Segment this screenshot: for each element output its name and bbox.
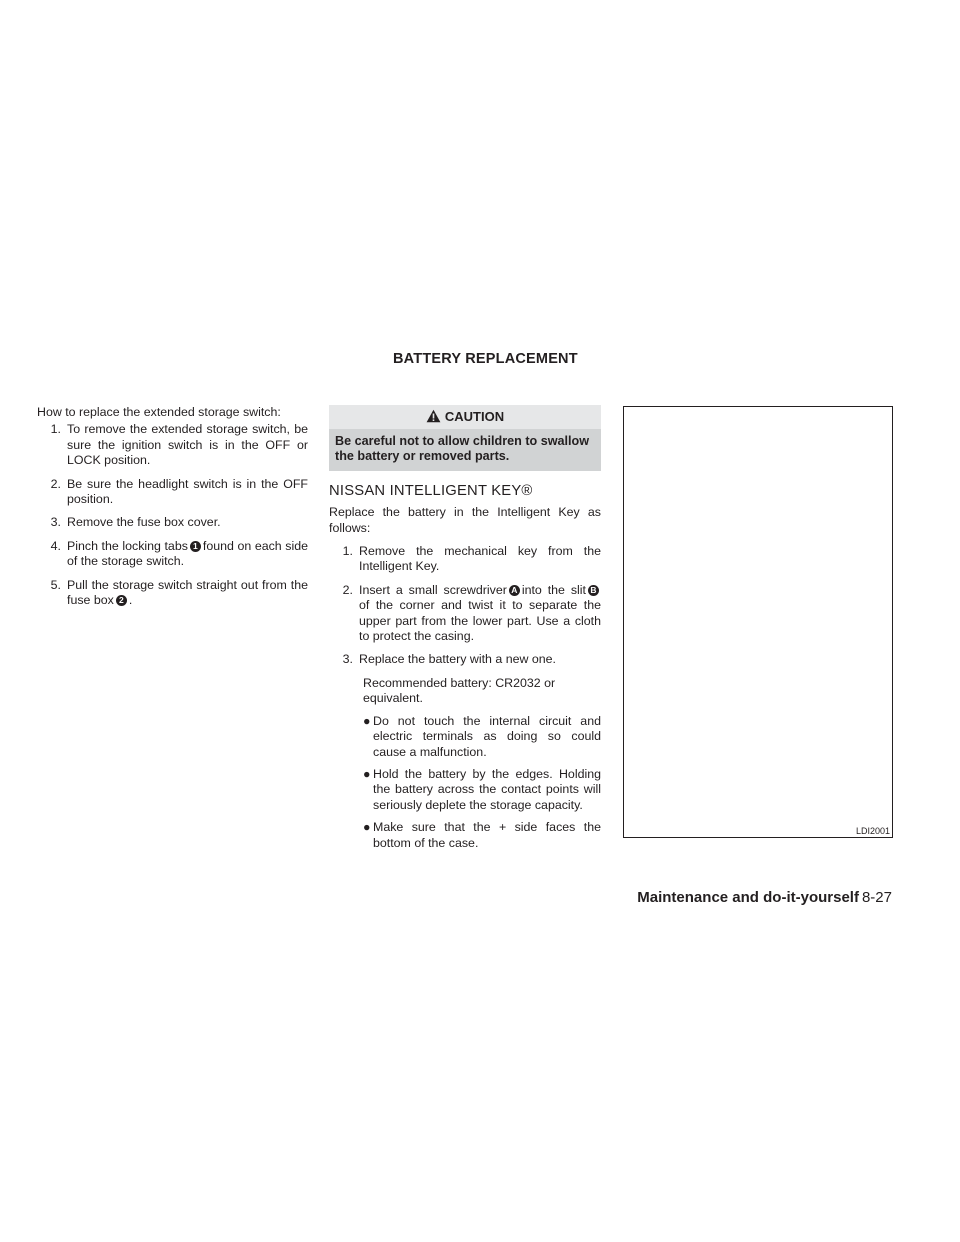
- step-text: Replace the battery with a new one.: [359, 652, 556, 667]
- step-number: 1.: [342, 544, 353, 559]
- step-text: [359, 583, 601, 645]
- storage-switch-steps: [37, 422, 308, 608]
- list-item: [329, 714, 601, 760]
- bullet-icon: ●: [363, 713, 371, 728]
- storage-switch-intro: How to replace the extended storage switch:: [37, 405, 281, 419]
- bullet-icon: ●: [363, 820, 371, 835]
- step-text-pre: Pinch the locking tabs: [67, 538, 188, 553]
- step-number: 4.: [50, 538, 61, 553]
- list-item: [329, 820, 601, 851]
- step-text: Be sure the headlight switch is in the OFF position.: [67, 476, 308, 507]
- list-item: [329, 583, 601, 645]
- step-number: 3.: [342, 652, 353, 667]
- step-text: [67, 539, 308, 570]
- list-item: [37, 515, 308, 530]
- list-item: [37, 578, 308, 609]
- caution-header: [329, 405, 601, 429]
- callout-2-icon: 2: [116, 595, 127, 606]
- step-number: 5.: [50, 577, 61, 592]
- step-text-post: .: [128, 593, 133, 608]
- step-text: Remove the fuse box cover.: [67, 515, 221, 530]
- step-text: To remove the extended storage switch, be sure the ignition switch is in the OFF or LOCK position.: [67, 422, 308, 468]
- step-text: [67, 578, 308, 609]
- illustration-frame: [623, 406, 893, 838]
- middle-column: [329, 405, 601, 851]
- list-item: [329, 652, 601, 667]
- step-number: 2.: [50, 476, 61, 491]
- figure-code: LDI2001: [855, 826, 890, 836]
- bullet-text: Hold the battery by the edges. Holding the battery across the contact points will seriously deplete the storage capacity.: [373, 766, 601, 812]
- intelligent-key-intro: Replace the battery in the Intelligent Key as follows:: [329, 505, 601, 535]
- step-text-mid: into the slit: [521, 582, 586, 597]
- bullet-text: Make sure that the + side faces the bottom of the case.: [373, 820, 601, 850]
- footer-section: Maintenance and do-it-yourself: [637, 889, 859, 906]
- step-text-post: found on each side of the storage switch.: [67, 538, 308, 569]
- step-text: Remove the mechanical key from the Intelligent Key.: [359, 544, 601, 574]
- list-item: [37, 422, 308, 468]
- callout-b-icon: B: [588, 585, 599, 596]
- bullet-icon: ●: [363, 766, 371, 781]
- step-number: 1.: [50, 422, 61, 437]
- callout-1-icon: 1: [190, 541, 201, 552]
- intelligent-key-steps: [329, 544, 601, 668]
- step-number: 3.: [50, 515, 61, 530]
- recommended-battery: Recommended battery: CR2032 or equivalent.: [363, 675, 556, 706]
- step-text-pre: Insert a small screwdriver: [359, 582, 507, 597]
- warning-icon: [426, 409, 441, 426]
- caution-text: Be careful not to allow children to swallow the battery or removed parts.: [335, 434, 590, 464]
- left-column: [37, 405, 308, 608]
- bullet-text: Do not touch the internal circuit and electric terminals as doing so could cause a malfunction.: [373, 713, 601, 759]
- step-text-pre: Pull the storage switch straight out from the fuse box: [67, 577, 308, 608]
- list-item: [37, 477, 308, 508]
- caution-box: [329, 405, 601, 471]
- page-number: 8-27: [861, 889, 892, 906]
- callout-a-icon: A: [509, 585, 520, 596]
- intelligent-key-heading: NISSAN INTELLIGENT KEY®: [329, 482, 533, 499]
- list-item: [329, 544, 601, 575]
- caution-title: CAUTION: [444, 409, 505, 424]
- step-text-post: of the corner and twist it to separate the upper part from the lower part. Use a cloth to protect the casing.: [359, 598, 601, 644]
- page-footer: [637, 889, 892, 906]
- list-item: [329, 767, 601, 813]
- list-item: [37, 539, 308, 570]
- step-number: 2.: [342, 582, 353, 597]
- section-title: BATTERY REPLACEMENT: [393, 351, 578, 367]
